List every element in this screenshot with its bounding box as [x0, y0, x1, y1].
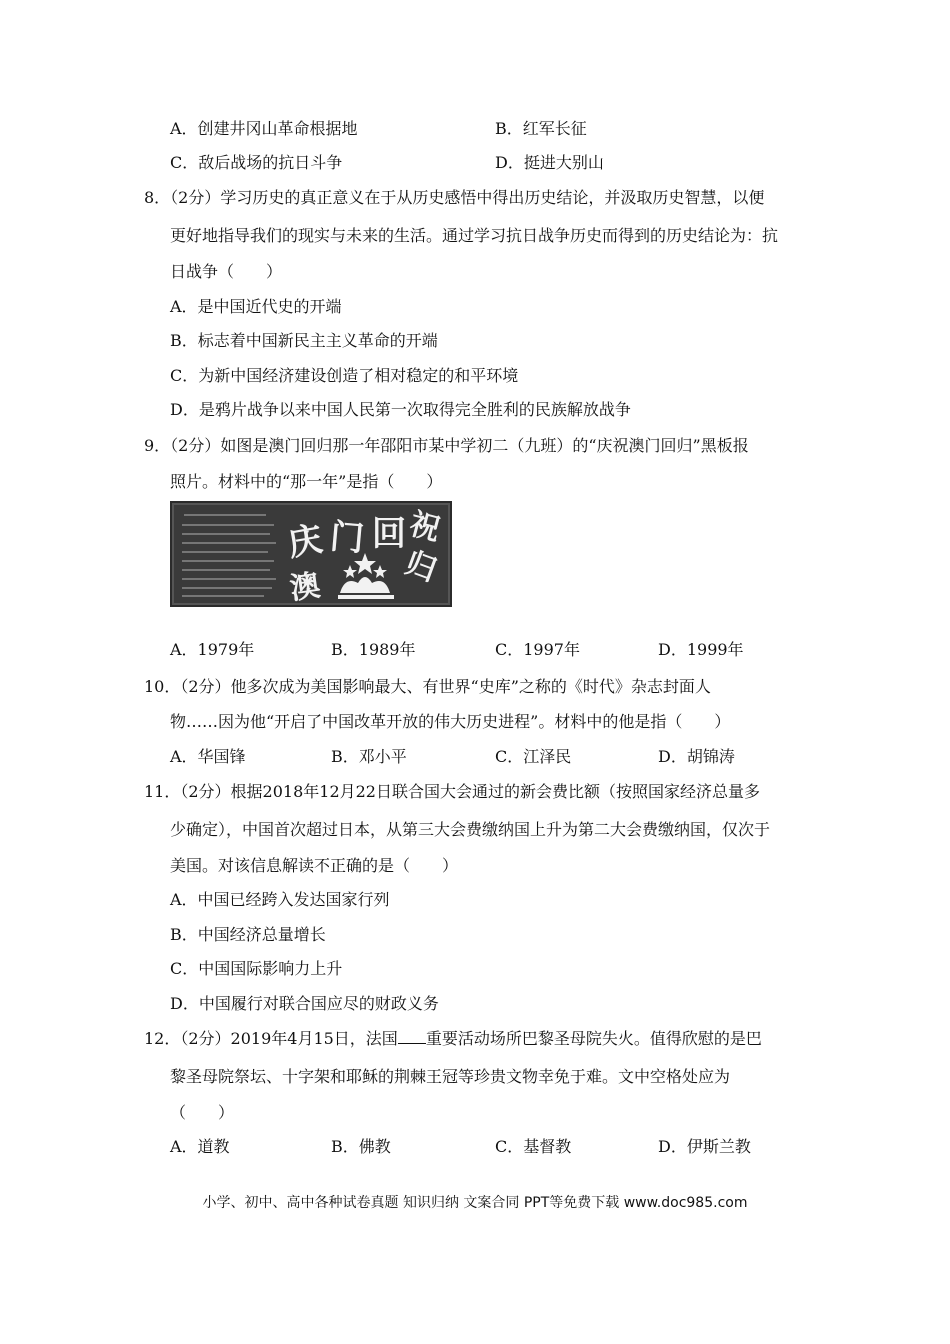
q10-option-b: B．邓小平 [331, 747, 407, 766]
q12-option-a: A．道教 [170, 1137, 230, 1156]
q11-option-d: D．中国履行对联合国应尽的财政义务 [170, 994, 439, 1013]
q12-stem-line-3: （ ） [170, 1103, 235, 1122]
photo-char-1: 庆 [284, 519, 326, 565]
q8-stem-line-2: 更好地指导我们的现实与未来的生活。通过学习抗日战争历史而得到的历史结论为：抗 [170, 226, 779, 245]
q12-blank [398, 1029, 426, 1044]
page-footer: 小学、初中、高中各种试卷真题 知识归纳 文案合同 PPT等免费下载 www.doc985.com [202, 1195, 748, 1211]
q11-stem-line-1: 11．（2分）根据2018年12月22日联合国大会通过的新会费比额（按照国家经济总量多 [144, 782, 760, 801]
photo-char-2: 门 [328, 516, 366, 560]
q9-option-c: C．1997年 [495, 640, 580, 659]
q11-option-b: B．中国经济总量增长 [170, 925, 326, 944]
q11-option-a: A．中国已经跨入发达国家行列 [170, 890, 390, 909]
q8-option-a: A．是中国近代史的开端 [170, 297, 342, 316]
q7-option-c: C．敌后战场的抗日斗争 [170, 153, 343, 172]
q9-option-d: D．1999年 [658, 640, 744, 659]
q9-stem-line-1: 9．（2分）如图是澳门回归那一年邵阳市某中学初二（九班）的“庆祝澳门回归”黑板报 [144, 436, 749, 455]
q8-stem-line-3: 日战争（ ） [170, 262, 283, 281]
q7-option-a: A．创建井冈山革命根据地 [170, 119, 358, 138]
q9-stem-line-2: 照片。材料中的“那一年”是指（ ） [170, 472, 443, 491]
q12-stem-line-1 [144, 1029, 762, 1049]
q12-option-d: D．伊斯兰教 [658, 1137, 751, 1156]
q10-stem-line-1: 10．（2分）他多次成为美国影响最大、有世界“史库”之称的《时代》杂志封面人 [144, 677, 711, 696]
q12-stem-line-2: 黎圣母院祭坛、十字架和耶稣的荆棘王冠等珍贵文物幸免于难。文中空格处应为 [170, 1067, 731, 1086]
q11-stem-line-2: 少确定），中国首次超过日本，从第三大会费缴纳国上升为第二大会费缴纳国，仅次于 [170, 820, 771, 839]
q10-stem-line-2: 物……因为他“开启了中国改革开放的伟大历史进程”。材料中的他是指（ ） [170, 712, 731, 731]
q12-option-b: B．佛教 [331, 1137, 391, 1156]
q10-option-a: A．华国锋 [170, 747, 246, 766]
photo-char-3: 回 [372, 514, 406, 554]
q12-stem-prefix: 12．（2分）2019年4月15日，法国 [144, 1029, 398, 1048]
q9-option-b: B．1989年 [331, 640, 416, 659]
q11-stem-line-3: 美国。对该信息解读不正确的是（ ） [170, 856, 459, 875]
photo-char-6: 归 [400, 545, 441, 589]
q8-option-c: C．为新中国经济建设创造了相对稳定的和平环境 [170, 366, 519, 385]
q8-option-b: B．标志着中国新民主主义革命的开端 [170, 331, 438, 350]
photo-char-5: 澳 [287, 568, 323, 607]
q10-option-c: C．江泽民 [495, 747, 572, 766]
q8-stem-line-1: 8．（2分）学习历史的真正意义在于从历史感悟中得出历史结论，并汲取历史智慧，以便 [144, 188, 765, 207]
q9-option-a: A．1979年 [170, 640, 255, 659]
q10-option-d: D．胡锦涛 [658, 747, 735, 766]
blackboard-photo [170, 501, 452, 607]
q8-option-d: D．是鸦片战争以来中国人民第一次取得完全胜利的民族解放战争 [170, 400, 631, 419]
q12-stem-suffix: 重要活动场所巴黎圣母院失火。值得欣慰的是巴 [425, 1029, 762, 1048]
q12-option-c: C．基督教 [495, 1137, 572, 1156]
q11-option-c: C．中国国际影响力上升 [170, 959, 343, 978]
q7-option-d: D．挺进大别山 [495, 153, 604, 172]
q7-option-b: B．红军长征 [495, 119, 587, 138]
photo-char-4: 祝 [405, 506, 444, 549]
